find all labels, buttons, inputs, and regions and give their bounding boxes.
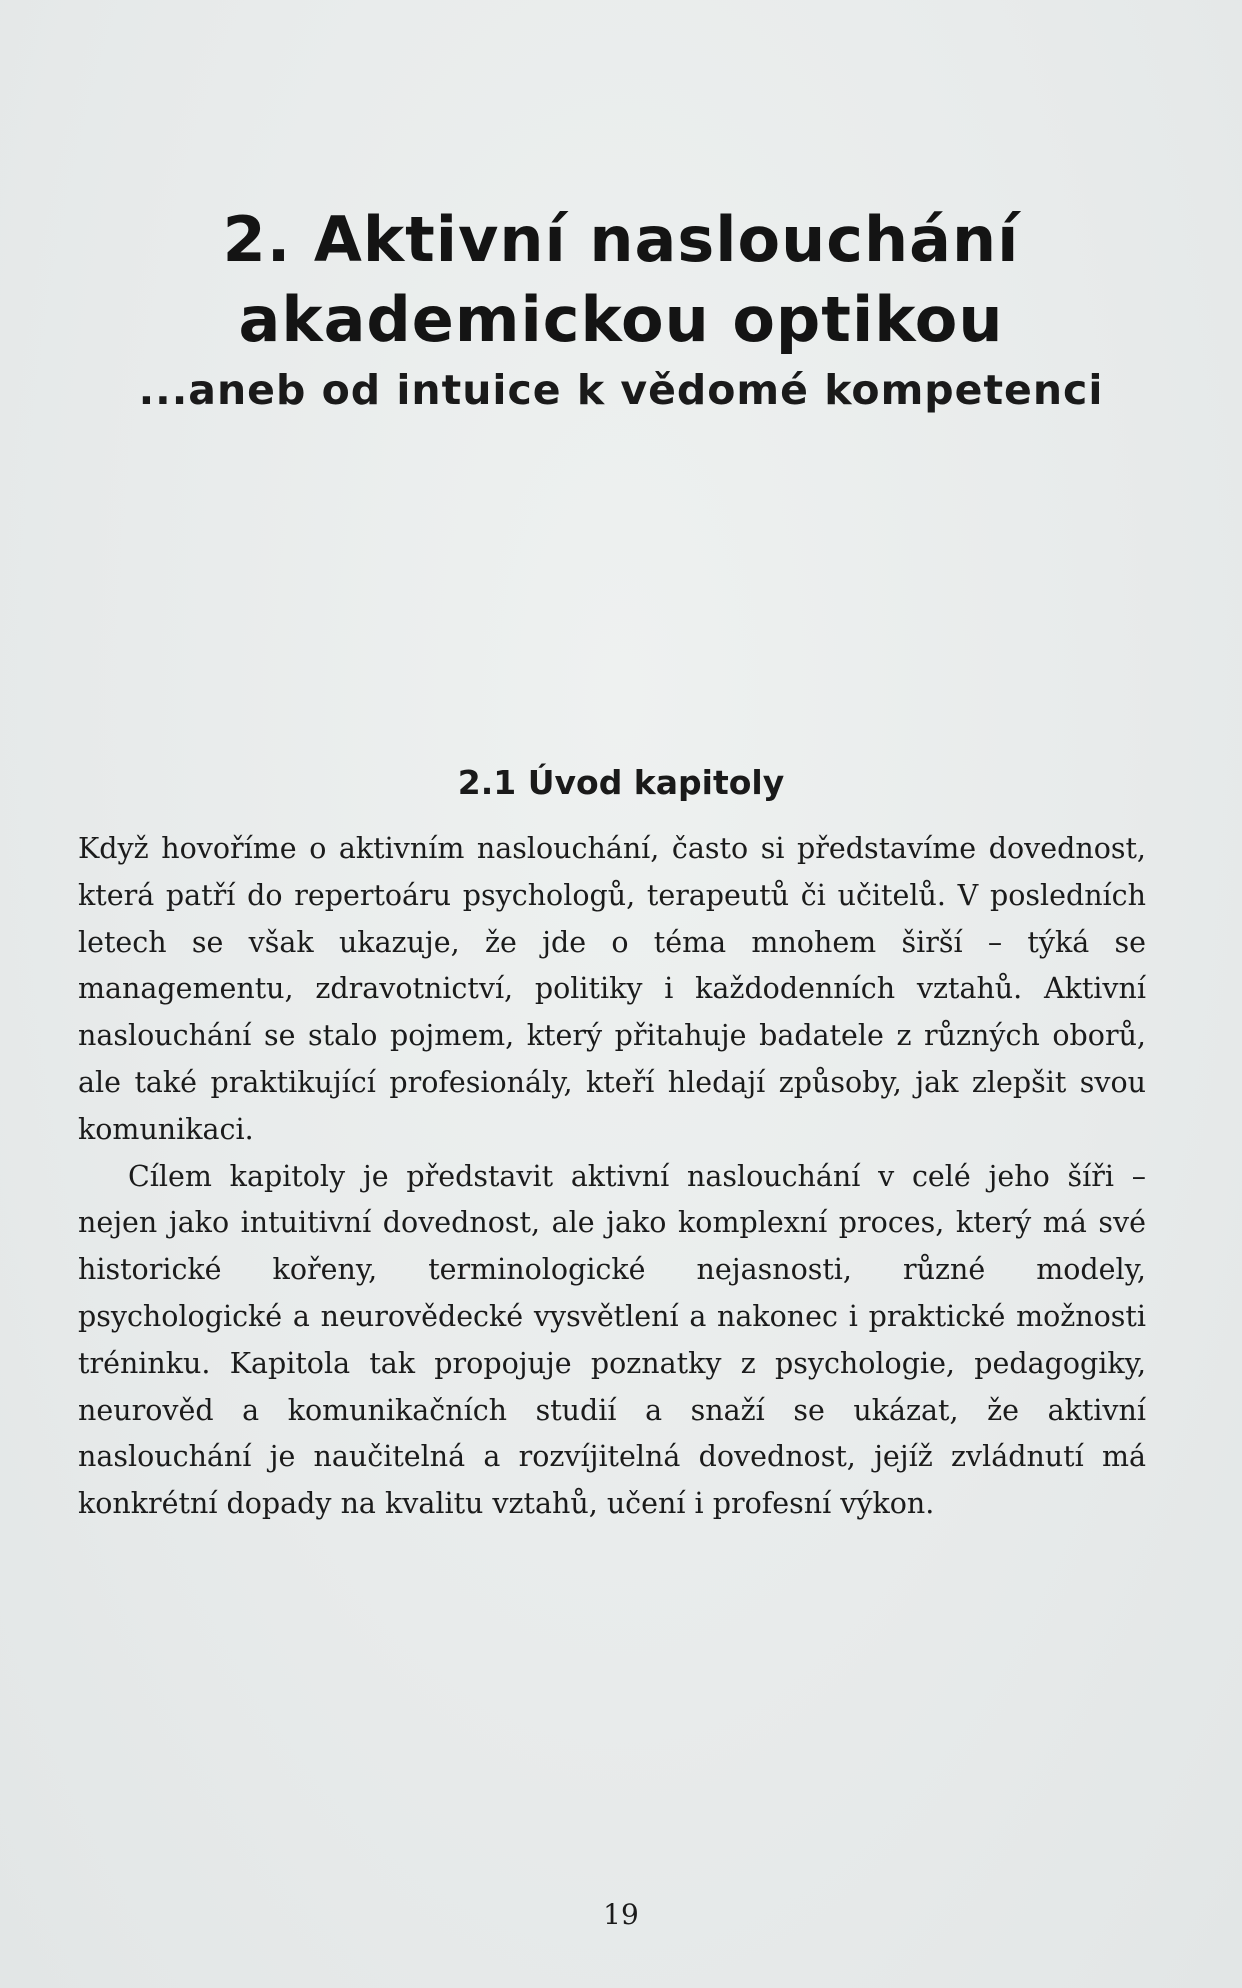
chapter-title (0, 200, 1242, 360)
page-number: 19 (603, 1898, 639, 1931)
paragraph-1: Když hovoříme o aktivním naslouchání, často si představíme dovednost, která patří do repertoáru psychologů, terapeutů či učitelů. V posledních letech se však ukazuje, že jde o téma mnohem širší – týká se managementu, zdravotnictví, politiky i každodenních vztahů. Aktivní naslouchání se stalo pojmem, který přitahuje badatele z různých oborů, ale také praktikující profesionály, kteří hledají způsoby, jak zlepšit svou komunikaci. (78, 832, 1146, 1146)
chapter-title-line-1: 2. Aktivní naslouchání (222, 203, 1020, 276)
section-heading: 2.1 Úvod kapitoly (457, 763, 785, 802)
chapter-subtitle: ...aneb od intuice k vědomé kompetenci (138, 366, 1104, 414)
chapter-title-line-2: akademickou optikou (238, 283, 1004, 356)
section-body (78, 826, 1146, 1528)
paragraph-2: Cílem kapitoly je představit aktivní naslouchání v celé jeho šíři – nejen jako intuitivní dovednost, ale jako komplexní proces, který má své historické kořeny, terminologické nejasnosti, různé modely, psychologické a neurovědecké vysvětlení a nakonec i praktické možnosti tréninku. Kapitola tak propojuje poznatky z psychologie, pedagogiky, neurověd a komunikačních studií a snaží se ukázat, že aktivní naslouchání je naučitelná a rozvíjitelná dovednost, jejíž zvládnutí má konkrétní dopady na kvalitu vztahů, učení i profesní výkon. (78, 1159, 1146, 1521)
